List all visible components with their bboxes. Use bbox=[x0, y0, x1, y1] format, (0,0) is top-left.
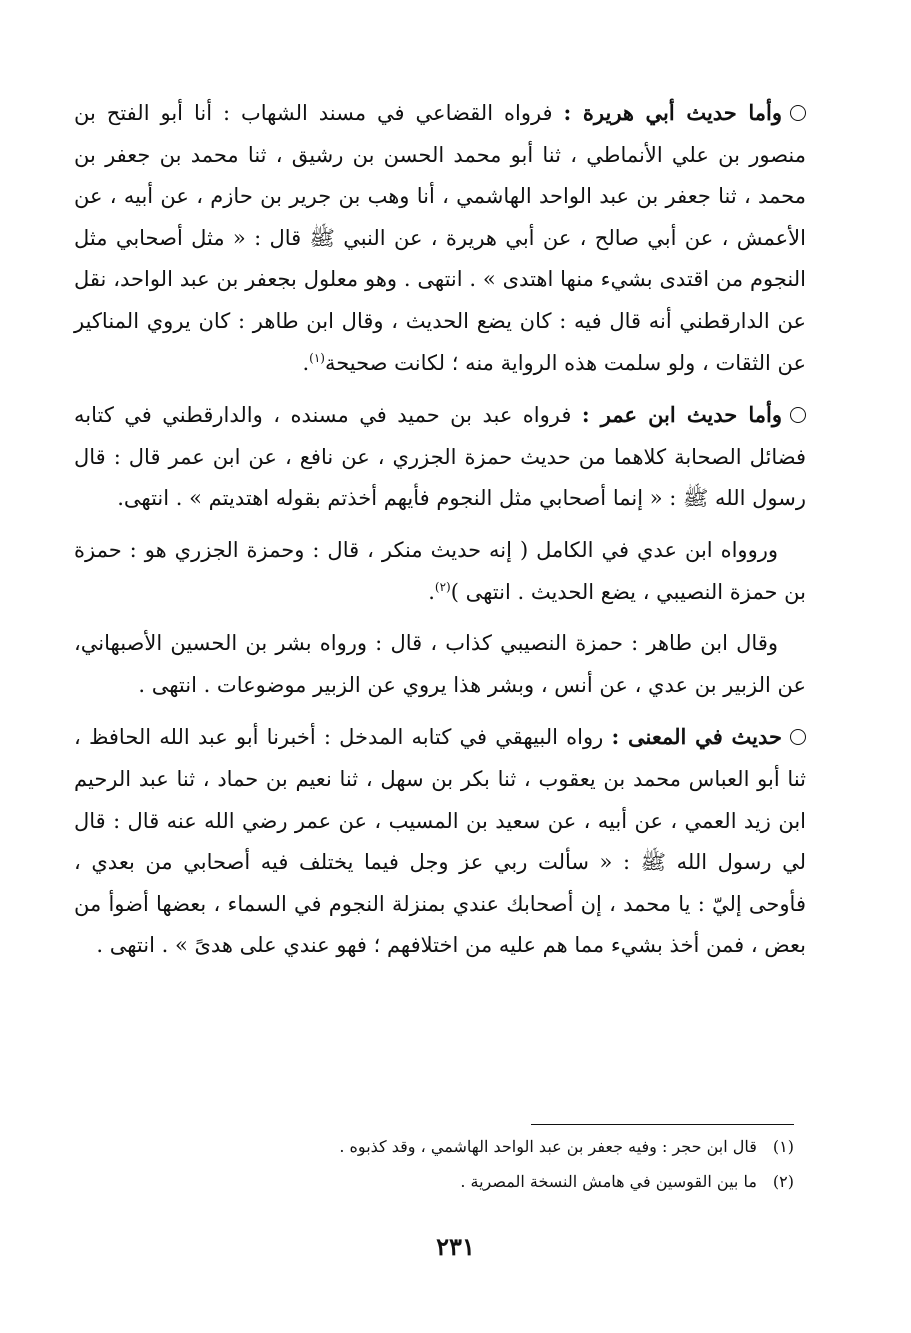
section-heading: وأما حديث ابن عمر : bbox=[581, 402, 782, 428]
paragraph-abu-hurayra bbox=[74, 92, 806, 384]
paragraph-meaning bbox=[74, 716, 806, 967]
paragraph-text: فرواه القضاعي في مسند الشهاب : أنا أبو الفتح بن منصور بن علي الأنماطي ، ثنا أبو محمد الحسن بن رشيق ، ثنا محمد بن جعفر بن محمد ، ثنا جعفر بن عبد الواحد الهاشمي ، أنا وهب بن جرير بن حازم ، عن أبيه ، عن الأعمش ، عن أبي صالح ، عن أبي هريرة ، عن النبي ﷺ قال : « مثل أصحابي مثل النجوم من اقتدى بشيء منها اهتدى » . انتهى . وهو معلول بجعفر بن عبد الواحد، نقل عن الدارقطني أنه قال فيه : كان يضع الحديث ، وقال ابن طاهر : كان يروي المناكير عن الثقات ، ولو سلمت هذه الرواية منه ؛ لكانت صحيحة bbox=[74, 101, 806, 375]
paragraph-ibn-adi bbox=[74, 530, 806, 613]
circle-bullet-icon bbox=[790, 729, 806, 745]
paragraph-text: وقال ابن طاهر : حمزة النصيبي كذاب ، قال : ورواه بشر بن الحسين الأصبهاني، عن الزبير بن عدي ، عن أنس ، وبشر هذا يروي عن الزبير موضوعات . انتهى . bbox=[74, 631, 806, 697]
footnote-number: (٢) bbox=[772, 1172, 794, 1191]
paragraph-text: فرواه عبد بن حميد في مسنده ، والدارقطني في كتابه فضائل الصحابة كلاهما من حديث حمزة الجزري ، عن نافع ، عن ابن عمر قال : قال رسول الله ﷺ : « إنما أصحابي مثل النجوم فأيهم أخذتم بقوله اهتديتم » . انتهى. bbox=[74, 403, 806, 511]
circle-bullet-icon bbox=[790, 407, 806, 423]
footnote-number: (١) bbox=[772, 1137, 794, 1156]
section-heading: حديث في المعنى : bbox=[611, 724, 783, 750]
page-body bbox=[74, 92, 806, 977]
page-number: ٢٣١ bbox=[436, 1232, 475, 1261]
footnote-1 bbox=[94, 1135, 794, 1159]
footnote-2 bbox=[94, 1170, 794, 1194]
paragraph-end: . bbox=[428, 579, 435, 604]
section-heading: وأما حديث أبي هريرة : bbox=[563, 100, 782, 125]
footnote-text: قال ابن حجر : وفيه جعفر بن عبد الواحد الهاشمي ، وقد كذبوه . bbox=[339, 1137, 757, 1156]
footnote-ref: (١) bbox=[309, 350, 325, 365]
paragraph-ibn-umar bbox=[74, 394, 806, 520]
paragraph-ibn-tahir bbox=[74, 623, 806, 706]
footnote-ref: (٢) bbox=[434, 579, 451, 594]
circle-bullet-icon bbox=[790, 105, 806, 121]
footnote-divider bbox=[531, 1124, 794, 1125]
paragraph-text: وروواه ابن عدي في الكامل ( إنه حديث منكر ، قال : وحمزة الجزري هو : حمزة بن حمزة النصيبي ، يضع الحديث . انتهى ) bbox=[74, 537, 806, 604]
paragraph-text: رواه البيهقي في كتابه المدخل : أخبرنا أبو عبد الله الحافظ ، ثنا أبو العباس محمد بن يعقوب ، ثنا بكر بن سهل ، ثنا نعيم بن حماد ، ثنا عبد الرحيم ابن زيد العمي ، عن أبيه ، عن سعيد بن المسيب ، عن عمر رضي الله عنه قال : قال لي رسول الله ﷺ : « سألت ربي عز وجل فيما يختلف فيه أصحابي من بعدي ، فأوحى إليّ : يا محمد ، إن أصحابك عندي بمنزلة النجوم في السماء ، بعضها أضوأ من بعض ، فمن أخذ بشيء مما هم عليه من اختلافهم ؛ فهو عندي على هدىً » . انتهى . bbox=[74, 725, 806, 958]
paragraph-end: . bbox=[302, 350, 310, 375]
footnote-text: ما بين القوسين في هامش النسخة المصرية . bbox=[460, 1172, 757, 1191]
